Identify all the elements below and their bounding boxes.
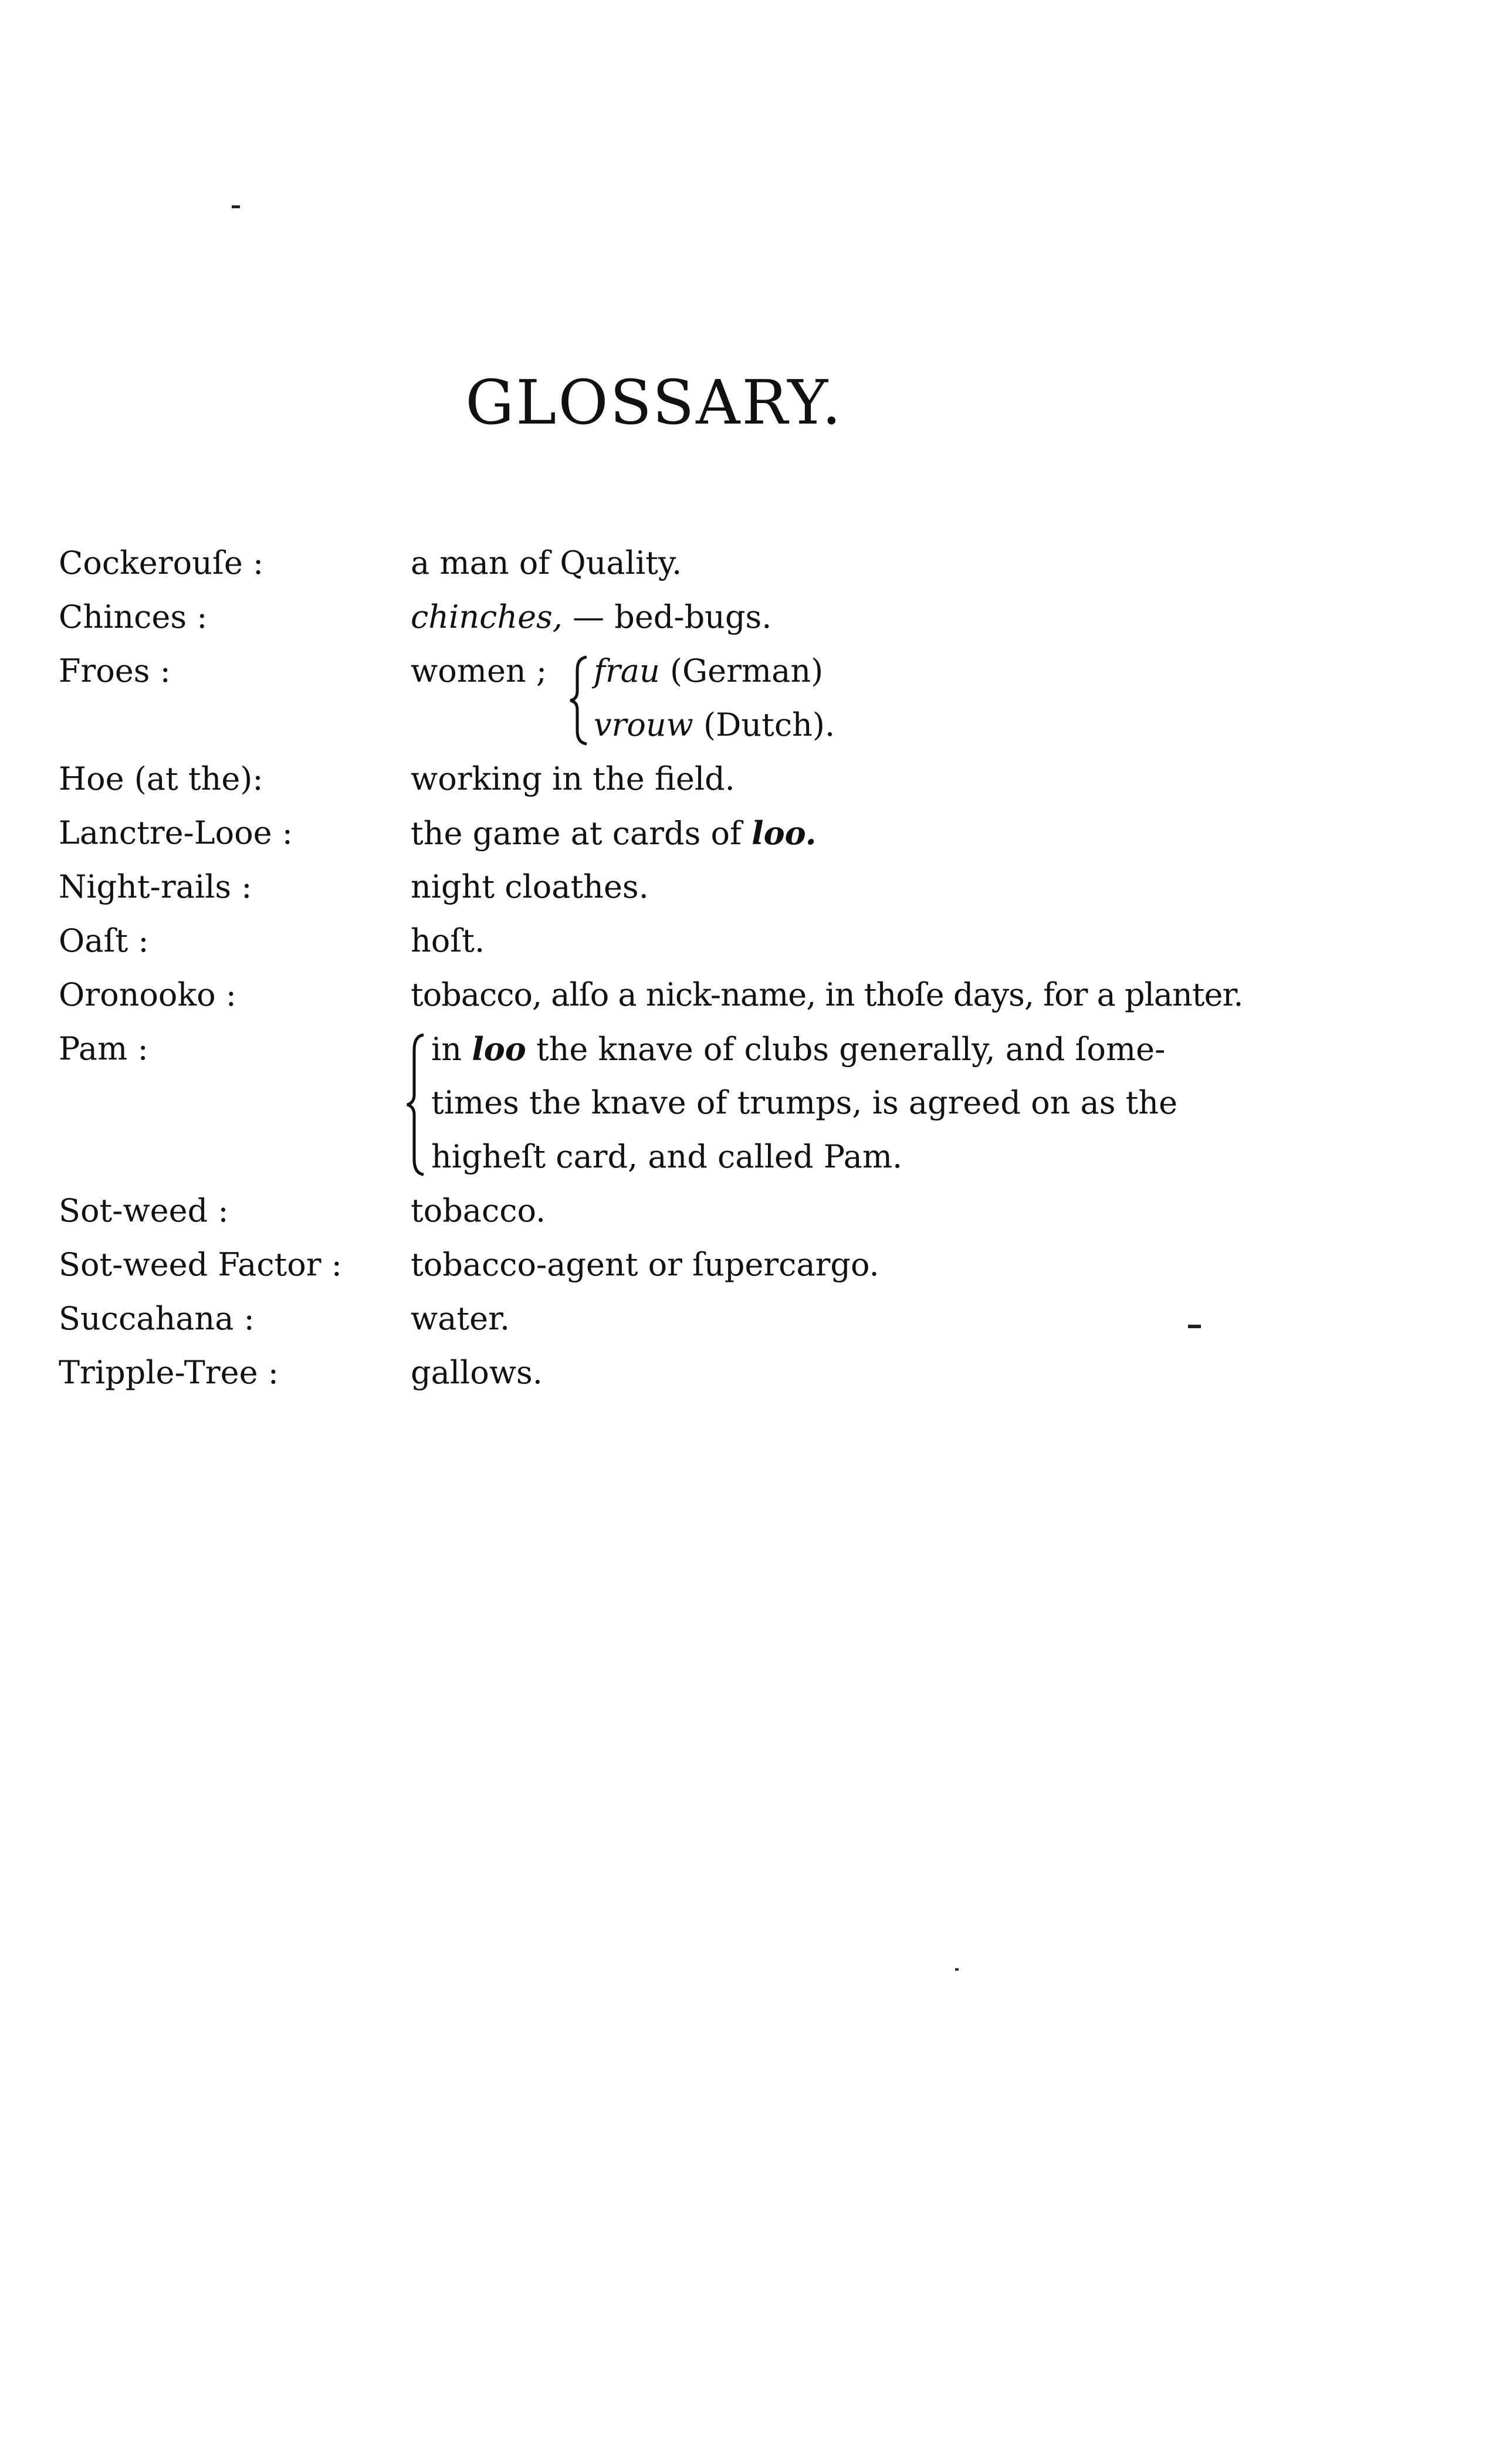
glossary-definition: [411, 598, 771, 636]
ink-speck: [1188, 1325, 1201, 1328]
definition-italic: loo.: [752, 814, 817, 852]
definition-line: [431, 1030, 1165, 1068]
glossary-definition: working in the field.: [411, 760, 735, 797]
ink-speck: [232, 205, 240, 208]
definition-text: the game at cards of: [411, 815, 752, 852]
glossary-term: Sot-weed :: [59, 1192, 229, 1229]
glossary-definition: tobacco, alſo a nick-name, in thoſe days, for a planter.: [411, 976, 1243, 1013]
glossary-term: Cockerouſe :: [59, 544, 264, 581]
definition-italic: chinches,: [411, 598, 563, 635]
glossary-term: Oronooko :: [59, 976, 236, 1013]
glossary-definition: night cloathes.: [411, 868, 649, 905]
definition-text: the knave of clubs generally, and ſome-: [526, 1031, 1166, 1068]
variant-language: (German): [669, 652, 824, 689]
glossary-definition: a man of Quality.: [411, 544, 682, 581]
definition-text: — bed-bugs.: [562, 598, 772, 635]
glossary-term: Oaſt :: [59, 922, 149, 959]
page-title: GLOSSARY.: [465, 367, 843, 438]
definition-line: times the knave of trumps, is agreed on as the: [431, 1084, 1178, 1121]
glossary-term: Froes :: [59, 652, 171, 689]
glossary-term: Chinces :: [59, 598, 208, 635]
glossary-definition: gallows.: [411, 1354, 543, 1391]
definition-italic: loo: [472, 1030, 526, 1068]
glossary-term: Hoe (at the):: [59, 760, 263, 797]
glossary-term: Succahana :: [59, 1300, 255, 1337]
glossary-term: Night-rails :: [59, 868, 252, 905]
ink-speck: [955, 1968, 959, 1971]
brace-icon: [405, 1033, 428, 1177]
glossary-term: Pam :: [59, 1030, 148, 1067]
glossary-term: Tripple-Tree :: [59, 1354, 279, 1391]
glossary-definition: hoſt.: [411, 922, 485, 959]
variant-line: [594, 652, 823, 690]
glossary-definition: tobacco.: [411, 1192, 546, 1229]
glossary-definition: water.: [411, 1300, 510, 1337]
glossary-definition: tobacco-agent or ſupercargo.: [411, 1246, 879, 1283]
variant-word: frau: [594, 652, 660, 689]
definition-text: in: [431, 1031, 472, 1068]
brace-icon: [568, 655, 591, 746]
glossary-term: Lanctre-Looe :: [59, 814, 293, 851]
glossary-term: Sot-weed Factor :: [59, 1246, 342, 1283]
definition-line: higheſt card, and called Pam.: [431, 1138, 903, 1175]
glossary-definition: [411, 814, 817, 852]
variant-language: (Dutch).: [703, 706, 835, 743]
glossary-definition: women ;: [411, 652, 547, 689]
variant-word: vrouw: [594, 706, 693, 743]
variant-line: [594, 706, 835, 744]
